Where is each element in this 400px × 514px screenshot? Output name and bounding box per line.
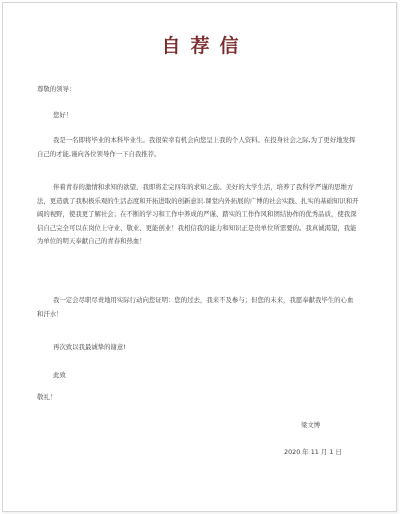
paragraph-commitment: 我一定会尽职尽责地用实际行动向您证明：您的过去，我来不及参与；但您的未来，我愿奉献我毕生的心血和汗水！ [37,296,354,318]
paragraph-intro: 我是一名即将毕业的本科毕业生。我很荣幸有机会向您呈上我的个人资料。在投身社会之际,为了更好地发挥自己的才能,谨向各位领导作一下自我推荐。 [37,136,356,158]
paragraph-body: 伴着青春的激情和求知的欲望，我即将走完四年的求知之旅。美好的大学生活，培养了我科学严谨的思维方法，更造就了我积极乐观的生活态度和开拓进取的创新意识.课堂内外拓展的广博的社会实践、扎实的基础知识和开阔的视野，使我更了解社会；在不断的学习和工作中养成的严谨、踏实的工作作风和团结协作的优秀品质，使我深信自己完全可以在岗位上守业、敬业、更能创业！我相信我的能力和知识正是贵单位所需要的。我真诚渴望，我能为单位的明天奉献自己的青春和热血！ [37,183,359,246]
closing-salute: 敬礼！ [37,393,57,401]
closing-regards: 此致 [53,371,66,379]
salutation: 尊敬的领导： [37,85,76,93]
letter-date: 2020 年 11 月 1 日 [284,448,342,456]
paragraph-thanks: 再次致以我最诚挚的谢意! [53,343,126,351]
document-title: 自荐信 [161,35,249,57]
document-page [2,2,397,512]
signer-name: 梁文博 [301,421,321,429]
greeting: 您好！ [53,111,73,119]
